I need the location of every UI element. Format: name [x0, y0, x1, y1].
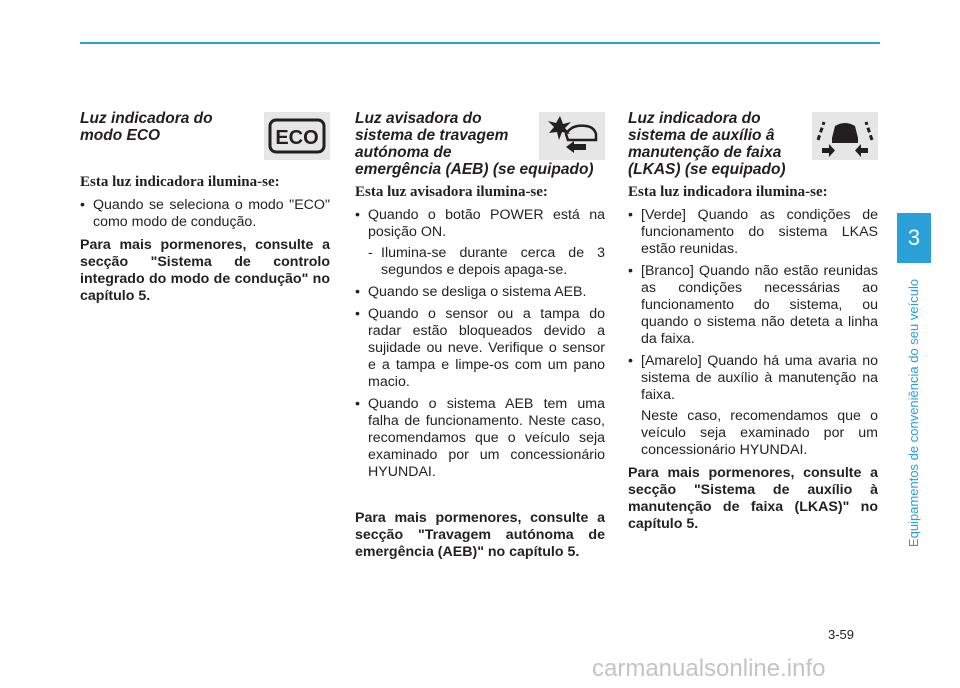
section-title [80, 110, 240, 144]
title-line: Luz indicadora do [80, 110, 213, 127]
section-lkas-indicator [628, 110, 878, 533]
section-header [355, 110, 605, 178]
list-item: • Quando o botão POWER está na posição ON. - Ilumina-se durante cerca de 3 segundos e depois apaga-se. [355, 207, 605, 278]
list-item: • [Amarelo] Quando há uma avaria no sistema de auxílio à manutenção na faixa. Neste caso, recomendamos que o veículo seja examinado por um concessionário HYUNDAI. [628, 353, 878, 458]
title-line: (LKAS) (se equipado) [628, 161, 786, 178]
section-aeb-warning [355, 110, 605, 561]
title-line: modo ECO [80, 127, 161, 144]
list-item-text: Quando se seleciona o modo "ECO" como modo de condução. [93, 197, 330, 230]
section-header [628, 110, 878, 178]
lkas-indicator-icon [812, 112, 878, 160]
subheading: Esta luz avisadora ilumina-se: [355, 184, 548, 200]
title-line: manutenção de faixa [628, 144, 782, 161]
subheading: Esta luz indicadora ilumina-se: [628, 184, 828, 200]
list-item-text: [Branco] Quando não estão reunidas as condições necessárias ao funcionamento do sistema, ou quando o sistema não deteta a linha da faixa. [641, 263, 878, 347]
title-line: Luz indicadora do [628, 110, 761, 127]
list-item-text: Quando o sensor ou a tampa do radar estão bloqueados devido a sujidade ou neve. Verifique o sensor e a tampa e limpe-os com um pano macio. [368, 306, 605, 390]
list-item: • Quando o sistema AEB tem uma falha de funcionamento. Neste caso, recomendamos que o veículo seja examinado por um concessionário HYUNDAI. [355, 396, 605, 480]
list-item-note [641, 408, 878, 459]
list-item-text: [Amarelo] Quando há uma avaria no sistema de auxílio à manutenção na faixa. [641, 353, 878, 403]
subheading: Esta luz indicadora ilumina-se: [80, 174, 280, 190]
page-number: 3-59 [828, 627, 855, 642]
section-title [628, 110, 808, 178]
reference-note: Para mais pormenores, consulte a secção "Sistema de auxílio à manutenção de faixa (LKAS)" no capítulo 5. [628, 465, 878, 532]
condition-list [80, 197, 330, 231]
title-line: autónoma de [355, 144, 452, 161]
list-item: • Quando o sensor ou a tampa do radar estão bloqueados devido a sujidade ou neve. Verifique o sensor e a tampa e limpe-os com um pano macio. [355, 306, 605, 390]
list-item: • Quando se seleciona o modo "ECO" como modo de condução. [80, 197, 330, 230]
title-line: sistema de auxílio â [628, 127, 775, 144]
note-text: Neste caso, recomendamos que o veículo seja examinado por um concessionário HYUNDAI. [641, 408, 878, 458]
list-item: • Quando se desliga o sistema AEB. [355, 284, 587, 300]
list-item-text: [Verde] Quando as condições de funcionamento do sistema LKAS estão reunidas. [641, 207, 878, 257]
title-line: emergência (AEB) (se equipado) [355, 161, 594, 178]
eco-icon-label: ECO [275, 127, 319, 149]
title-line: sistema de travagem [355, 127, 509, 144]
top-rule [80, 42, 880, 44]
section-eco-indicator [80, 110, 330, 305]
sub-item-text: Ilumina-se durante cerca de 3 segundos e depois apaga-se. [381, 245, 605, 278]
aeb-warning-icon [539, 112, 605, 160]
title-line: Luz avisadora do [355, 110, 482, 127]
condition-list [628, 207, 878, 459]
list-item-text: Quando se desliga o sistema AEB. [368, 284, 587, 300]
chapter-title: Equipamentos de conveniência do seu veículo [906, 278, 921, 548]
list-item: • [Branco] Quando não estão reunidas as condições necessárias ao funcionamento do sistema, ou quando o sistema não deteta a linha da faixa. [628, 263, 878, 347]
list-item-text: Quando o sistema AEB tem uma falha de funcionamento. Neste caso, recomendamos que o veículo seja examinado por um concessionário HYUNDAI. [368, 396, 605, 480]
chapter-tab: 3 [897, 213, 931, 263]
reference-note: Para mais pormenores, consulte a secção "Travagem autónoma de emergência (AEB)" no capítulo 5. [355, 510, 605, 560]
reference-note: Para mais pormenores, consulte a secção "Sistema de controlo integrado do modo de condução" no capítulo 5. [80, 237, 330, 304]
eco-indicator-icon [264, 112, 330, 160]
sub-item: - Ilumina-se durante cerca de 3 segundos e depois apaga-se. [368, 245, 605, 278]
watermark: carmanualsonline.info [592, 655, 826, 682]
section-header [80, 110, 330, 168]
list-item: • [Verde] Quando as condições de funcionamento do sistema LKAS estão reunidas. [628, 207, 878, 257]
list-item-text: Quando o botão POWER está na posição ON. [368, 207, 605, 240]
condition-list [355, 207, 605, 481]
